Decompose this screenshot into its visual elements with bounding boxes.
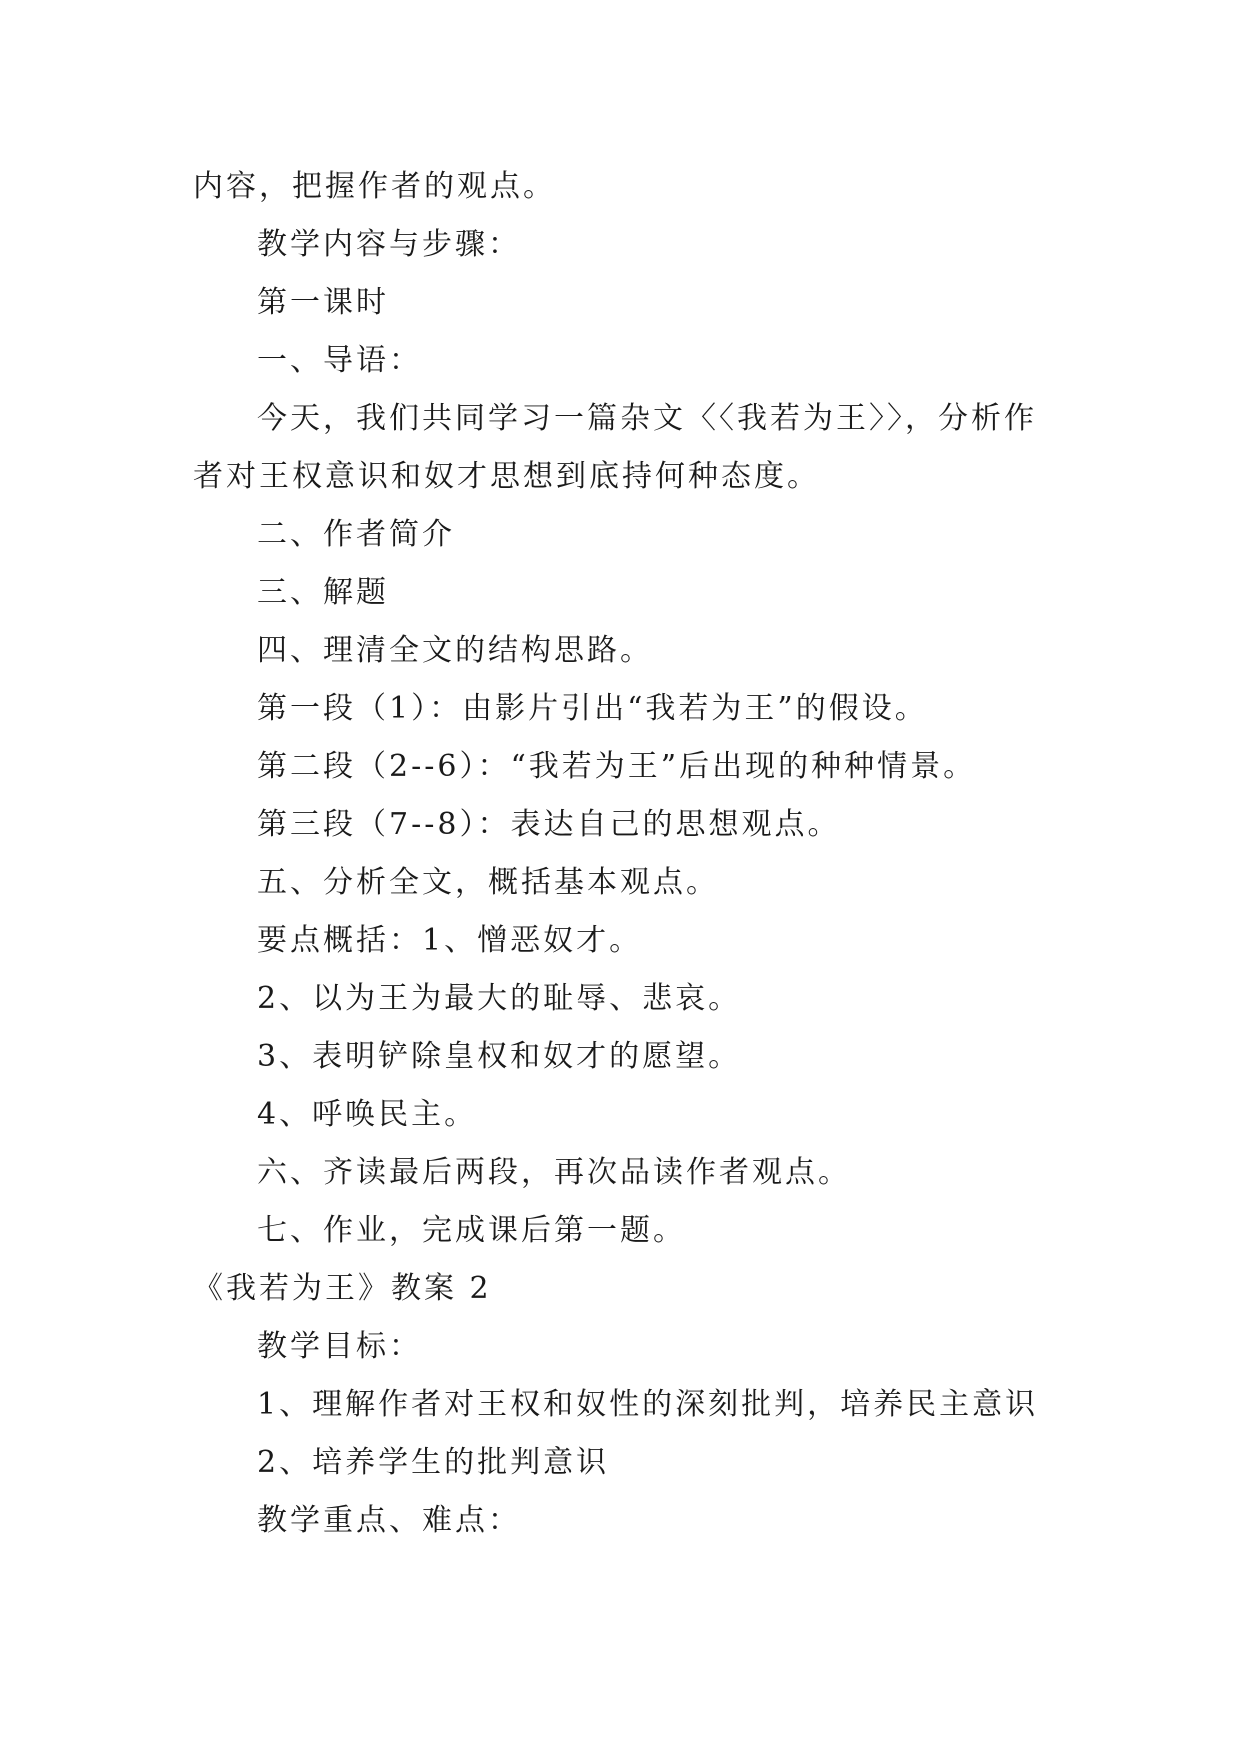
list-item-goal-1: 1、理解作者对王权和奴性的深刻批判，培养民主意识 xyxy=(257,1387,1039,1422)
list-item-point-3: 3、表明铲除皇权和奴才的愿望。 xyxy=(257,1039,742,1074)
text-line-key-difficulties: 教学重点、难点： xyxy=(257,1503,521,1538)
lesson-plan-title: 《我若为王》教案 2 xyxy=(193,1271,492,1306)
text-line-teaching-goals: 教学目标： xyxy=(257,1329,422,1364)
list-item-point-1: 要点概括：1、憎恶奴才。 xyxy=(257,923,643,958)
section-heading-structure: 四、理清全文的结构思路。 xyxy=(257,633,653,668)
text-line-paragraph-2: 第二段（2--6）：“我若为王”后出现的种种情景。 xyxy=(257,749,977,784)
section-heading-analysis: 五、分析全文，概括基本观点。 xyxy=(257,865,719,900)
list-item-point-4: 4、呼唤民主。 xyxy=(257,1097,478,1132)
list-item-goal-2: 2、培养学生的批判意识 xyxy=(257,1445,610,1480)
list-item-point-2: 2、以为王为最大的耻辱、悲哀。 xyxy=(257,981,742,1016)
text-line-intro-para-2: 者对王权意识和奴才思想到底持何种态度。 xyxy=(193,459,820,494)
text-line-first-lesson: 第一课时 xyxy=(257,285,389,320)
text-line-continuation: 内容，把握作者的观点。 xyxy=(193,169,556,204)
section-heading-author: 二、作者简介 xyxy=(257,517,455,552)
section-heading-title-explanation: 三、解题 xyxy=(257,575,389,610)
section-heading-intro: 一、导语： xyxy=(257,343,422,378)
text-line-paragraph-1: 第一段（1）：由影片引出“我若为王”的假设。 xyxy=(257,691,928,726)
section-heading-reading: 六、齐读最后两段，再次品读作者观点。 xyxy=(257,1155,851,1190)
document-body xyxy=(193,158,1073,1550)
text-line-paragraph-3: 第三段（7--8）：表达自己的思想观点。 xyxy=(257,807,841,842)
text-line-teaching-content-steps: 教学内容与步骤： xyxy=(257,227,521,262)
text-line-intro-para-1: 今天，我们共同学习一篇杂文〈〈我若为王〉〉，分析作 xyxy=(257,401,1037,436)
section-heading-homework: 七、作业，完成课后第一题。 xyxy=(257,1213,686,1248)
